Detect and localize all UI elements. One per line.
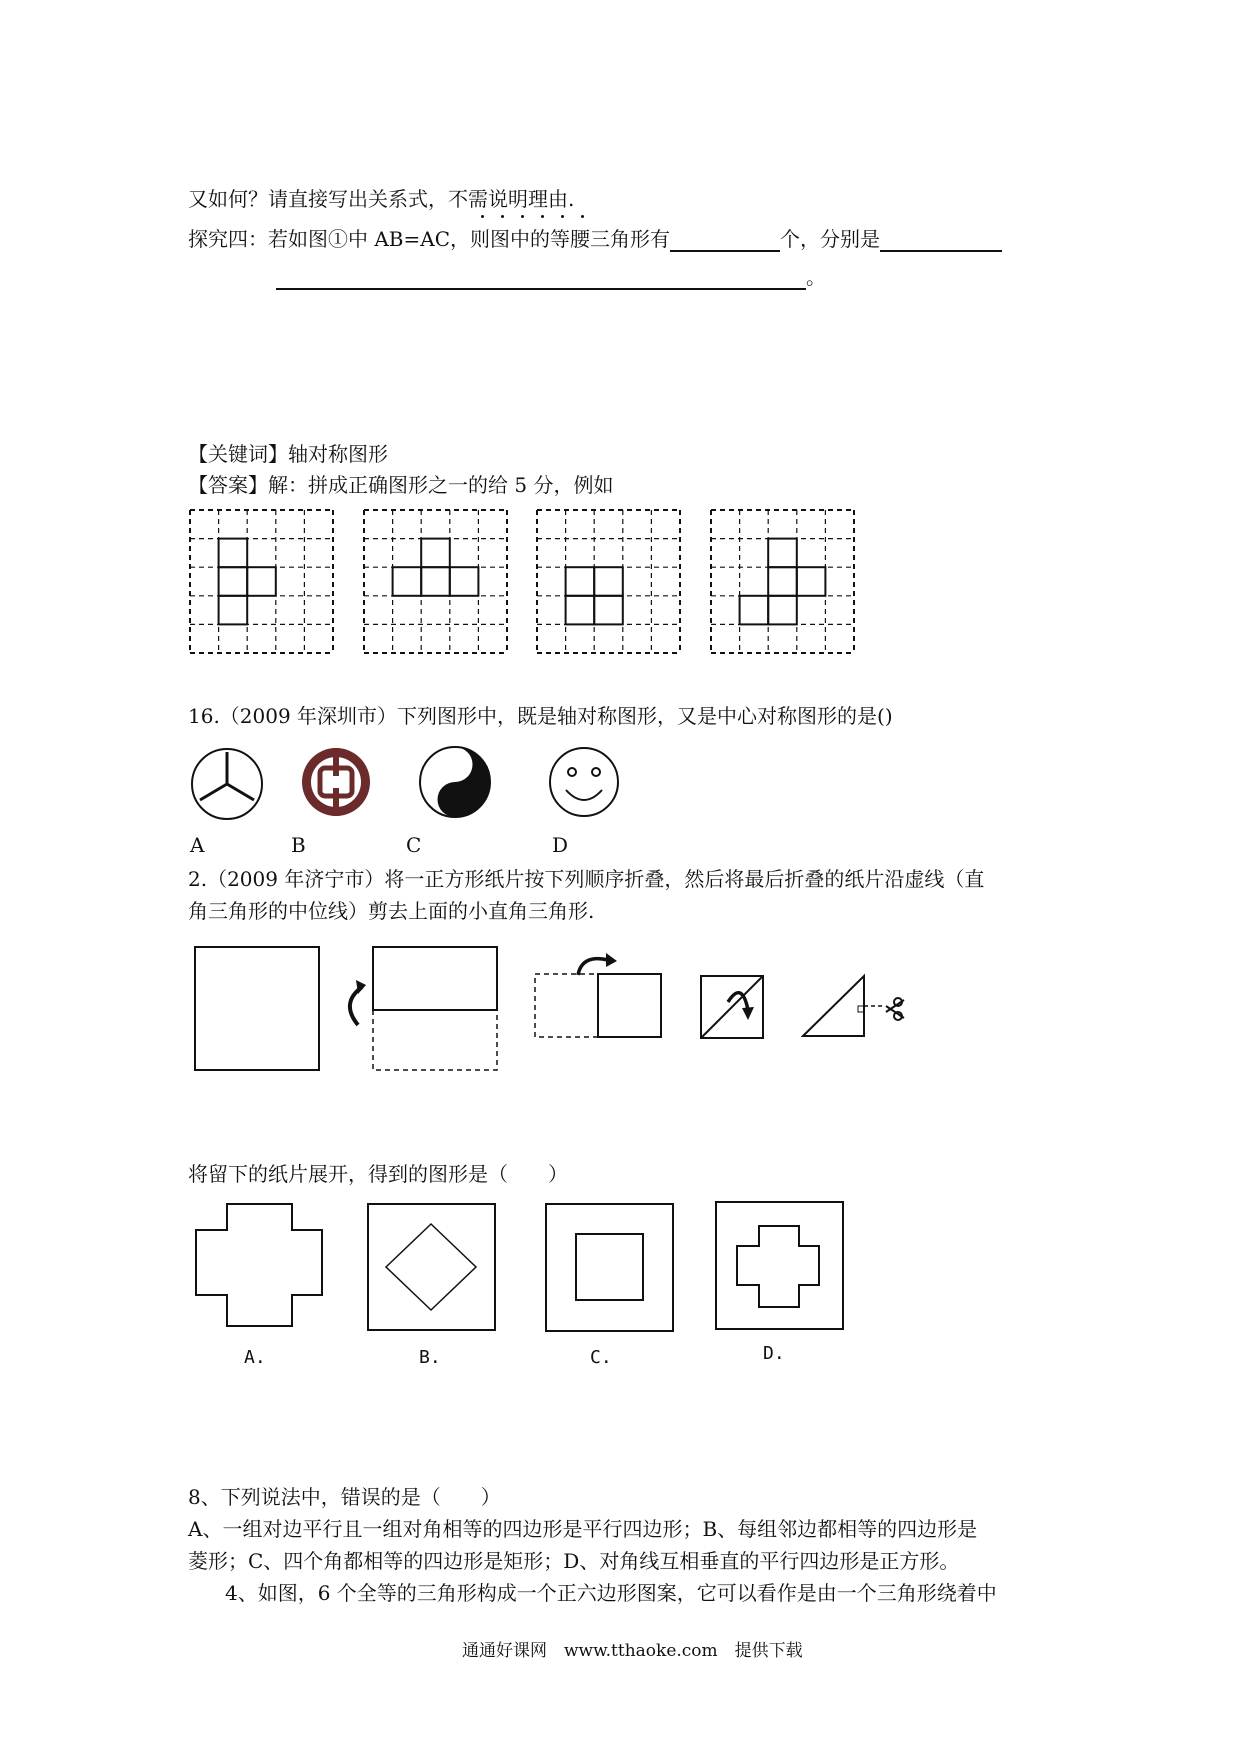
unfold-option-b: B. (419, 1347, 441, 1368)
page-footer: 通通好课网 www.tthaoke.com 提供下载 (462, 1641, 803, 1661)
unfold-option-a: A. (244, 1347, 266, 1368)
question-8-options-1: A、一组对边平行且一组对角相等的四边形是平行四边形；B、每组邻边都相等的四边形是 (188, 1517, 978, 1541)
explore-four-text-2: 个，分别是 (780, 227, 881, 251)
explore-four-text: 探究四：若如图①中 AB=AC，则图中的等腰三角形有 (188, 227, 671, 251)
question-2-line-2: 角三角形的中位线）剪去上面的小直角三角形. (188, 899, 595, 923)
unfold-question: 将留下的纸片展开，得到的图形是（ ） (188, 1162, 568, 1186)
unfold-option-c: C. (590, 1347, 612, 1368)
q16-option-d: D (552, 833, 569, 857)
period: 。 (806, 265, 826, 289)
unfold-option-d: D. (763, 1343, 785, 1364)
keywords-line: 【关键词】轴对称图形 (188, 442, 388, 466)
question-8-options-2: 菱形；C、四个角都相等的四边形是矩形；D、对角线互相垂直的平行四边形是正方形。 (188, 1549, 960, 1573)
text-line-1: 又如何？请直接写出关系式，不需说明理由. (188, 187, 575, 211)
q16-option-a: A (190, 833, 205, 857)
question-4: 4、如图，6 个全等的三角形构成一个正六边形图案，它可以看作是由一个三角形绕着中 (225, 1581, 997, 1605)
question-16: 16.（2009 年深圳市）下列图形中，既是轴对称图形，又是中心对称图形的是() (188, 704, 893, 728)
question-2-line-1: 2.（2009 年济宁市）将一正方形纸片按下列顺序折叠，然后将最后折叠的纸片沿虚线（直 (188, 867, 985, 891)
q16-option-c: C (406, 833, 422, 857)
question-8: 8、下列说法中，错误的是（ ） (188, 1485, 501, 1509)
q16-option-b: B (291, 833, 306, 857)
answer-line: 【答案】解：拼成正确图形之一的给 5 分，例如 (188, 473, 614, 497)
